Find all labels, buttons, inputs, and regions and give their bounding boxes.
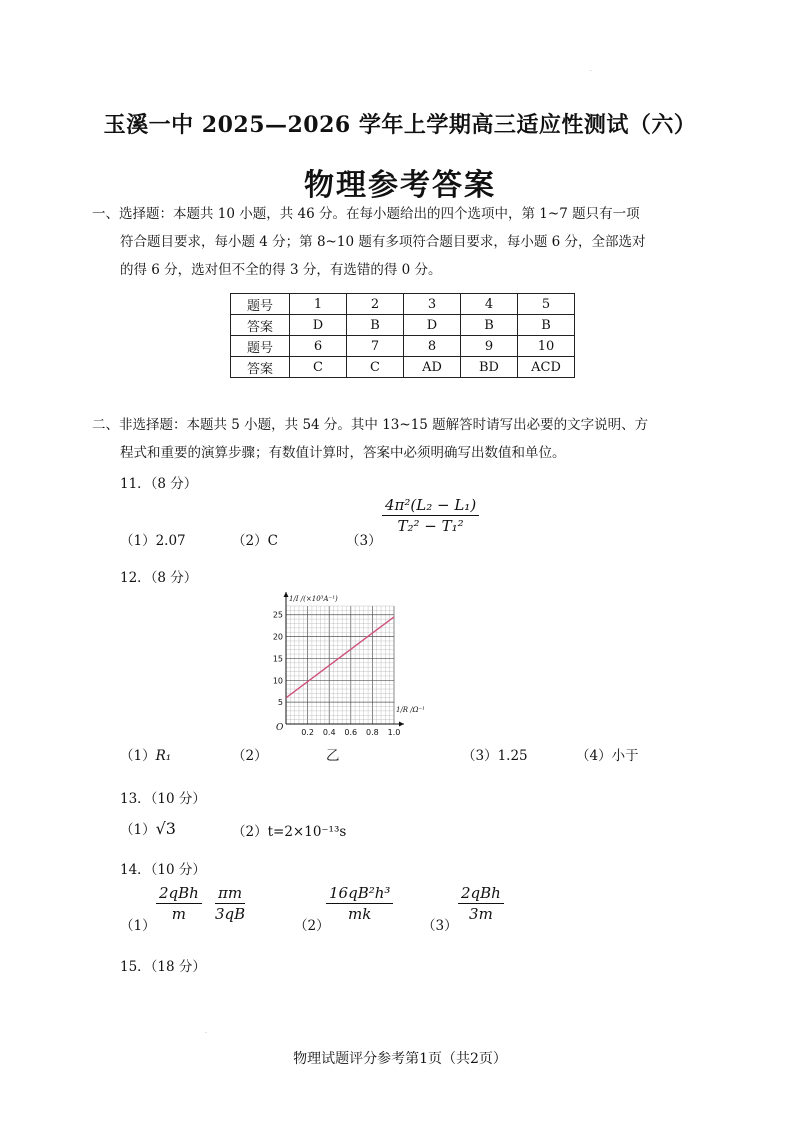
- question-12-part-4: （4）小于: [576, 748, 639, 764]
- table-cell: 题号: [231, 336, 290, 357]
- table-cell: 6: [290, 336, 347, 357]
- question-14-part-1-label: （1）: [120, 918, 156, 934]
- formula-numerator: 16qB²h³: [326, 884, 393, 904]
- question-14-formula-4: [458, 884, 504, 923]
- formula-denominator: T₂² − T₁²: [397, 517, 464, 535]
- question-13-part-1: [120, 818, 176, 838]
- formula-numerator: 4π²(L₂ − L₁): [382, 496, 479, 516]
- table-cell: 5: [518, 294, 575, 315]
- x-tick-label: 0.6: [344, 728, 358, 737]
- answer-value: R₁: [155, 748, 172, 764]
- question-14-formula-3: [326, 884, 393, 923]
- table-row: [231, 336, 575, 357]
- table-cell: 3: [404, 294, 461, 315]
- answer-value: √3: [155, 819, 176, 838]
- section-1-line: 符合题目要求，每小题 4 分；第 8~10 题有多项符合题目要求，每小题 6 分，全部选对: [120, 234, 646, 250]
- table-cell: 2: [347, 294, 404, 315]
- section-1-line: 的得 6 分，选对但不全的得 3 分，有选错的得 0 分。: [120, 262, 442, 278]
- page-title: 玉溪一中 2025—2026 学年上学期高三适应性测试（六）: [103, 112, 697, 138]
- question-14-formula-1: [156, 884, 202, 923]
- question-12-part-1: [120, 744, 171, 764]
- question-11-formula: [382, 496, 479, 535]
- section-1-instructions: [92, 200, 680, 284]
- table-cell: 1: [290, 294, 347, 315]
- y-axis-label: 1/I /(×10³A⁻¹): [289, 595, 338, 603]
- chart-svg: [262, 592, 432, 742]
- table-cell: AD: [404, 357, 461, 378]
- scan-speck: ·: [205, 1030, 207, 1037]
- x-tick-label: 0.8: [366, 728, 379, 737]
- part-label: （1）: [120, 748, 156, 764]
- question-14-formula-2: [212, 884, 248, 923]
- question-14-part-2-label: （2）: [294, 918, 330, 934]
- section-1-line: 一、选择题：本题共 10 小题，共 46 分。在每小题给出的四个选项中，第 1~7 题只有一项: [92, 206, 640, 222]
- formula-denominator: 3qB: [215, 905, 246, 923]
- y-tick-label: 15: [272, 654, 283, 664]
- question-11-part-3-label: （3）: [346, 533, 382, 549]
- question-14-part-3-label: （3）: [422, 918, 458, 934]
- section-2-line: 二、非选择题：本题共 5 小题，共 54 分。其中 13~15 题解答时请写出必要的文字说明、方: [92, 417, 649, 433]
- table-cell: 4: [461, 294, 518, 315]
- question-13-header: 13．（10 分）: [120, 791, 206, 807]
- question-15-header: 15．（18 分）: [120, 959, 206, 975]
- answer-table: [230, 293, 575, 378]
- table-cell: 答案: [231, 357, 290, 378]
- y-axis-arrow: [284, 592, 289, 597]
- question-12-header: 12．（8 分）: [120, 570, 198, 586]
- page-footer: 物理试题评分参考第1页（共2页）: [293, 1051, 507, 1067]
- question-14-header: 14．（10 分）: [120, 862, 206, 878]
- table-cell: BD: [461, 357, 518, 378]
- y-tick-label: 5: [277, 698, 283, 708]
- series-line: [286, 617, 394, 698]
- table-cell: B: [347, 315, 404, 336]
- formula-denominator: 3m: [469, 905, 493, 923]
- table-cell: ACD: [518, 357, 575, 378]
- question-11-header: 11．（8 分）: [120, 476, 198, 492]
- table-cell: 7: [347, 336, 404, 357]
- x-axis-arrow: [399, 722, 404, 727]
- table-cell: 题号: [231, 294, 290, 315]
- x-tick-label: 0.2: [301, 728, 314, 737]
- table-cell: C: [347, 357, 404, 378]
- table-row: [231, 294, 575, 315]
- table-cell: 10: [518, 336, 575, 357]
- section-2-line: 程式和重要的演算步骤；有数值计算时，答案中必须明确写出数值和单位。: [120, 445, 566, 461]
- formula-numerator: πm: [215, 884, 245, 904]
- page-subtitle: 物理参考答案: [304, 168, 496, 203]
- chart-labels: [273, 595, 425, 737]
- table-cell: 答案: [231, 315, 290, 336]
- question-13-part-2: （2）t=2×10⁻¹³s: [232, 824, 347, 840]
- y-tick-label: 20: [272, 632, 283, 642]
- table-row: [231, 357, 575, 378]
- question-12-part-3: （3）1.25: [462, 748, 528, 764]
- y-tick-label: 10: [272, 676, 283, 686]
- section-2-instructions: [92, 411, 690, 467]
- x-tick-label: 0.4: [322, 728, 336, 737]
- table-row: [231, 315, 575, 336]
- formula-numerator: 2qBh: [156, 884, 202, 904]
- table-cell: 8: [404, 336, 461, 357]
- table-cell: D: [290, 315, 347, 336]
- chart-axes: [284, 592, 405, 727]
- question-11-part-1: （1）2.07: [120, 533, 186, 549]
- x-axis-label: 1/R /Ω⁻¹: [396, 706, 425, 714]
- question-11-part-2: （2）C: [232, 533, 278, 549]
- formula-denominator: m: [171, 905, 187, 923]
- table-cell: B: [461, 315, 518, 336]
- chart-grid: [286, 606, 394, 724]
- table-cell: 9: [461, 336, 518, 357]
- chart-series: [286, 617, 394, 698]
- y-tick-label: 25: [272, 610, 283, 620]
- table-cell: D: [404, 315, 461, 336]
- part-label: （1）: [120, 822, 156, 838]
- origin-label: O: [276, 723, 284, 733]
- chart-caption: 乙: [326, 748, 340, 764]
- x-tick-label: 1.0: [387, 728, 401, 737]
- table-cell: C: [290, 357, 347, 378]
- formula-numerator: 2qBh: [458, 884, 504, 904]
- table-cell: B: [518, 315, 575, 336]
- question-12-part-2: （2）: [232, 748, 268, 764]
- formula-denominator: mk: [348, 905, 372, 923]
- linear-graph: [262, 592, 432, 742]
- scan-speck: ·: [590, 68, 592, 75]
